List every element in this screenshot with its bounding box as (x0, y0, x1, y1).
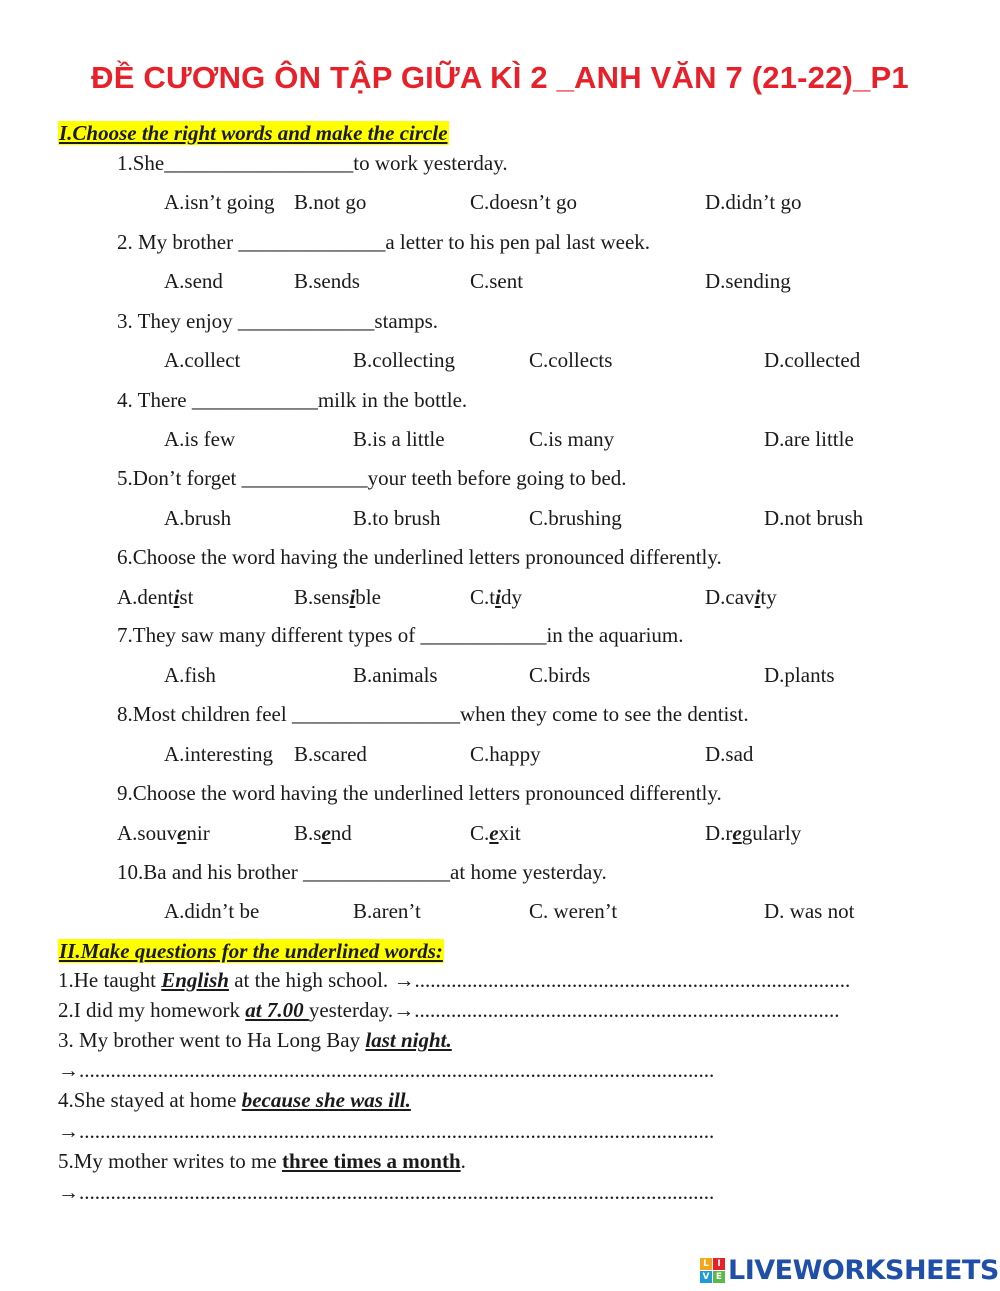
section-2-heading: II.Make questions for the underlined words: (59, 939, 443, 963)
answer-option-c[interactable]: C. weren’t (529, 899, 618, 923)
answer-option-c[interactable]: C.collects (529, 348, 613, 372)
question-stem: 10.Ba and his brother ______________at home yesterday. (117, 860, 607, 884)
arrow-icon: → (58, 1119, 79, 1143)
question-stem: 1.She__________________to work yesterday. (117, 151, 508, 175)
answer-option-b[interactable]: B.sensible (294, 585, 381, 609)
answer-option-a[interactable]: A.didn’t be (164, 899, 260, 923)
answer-option-c[interactable]: C.happy (470, 742, 541, 766)
answer-option-a[interactable]: A.souvenir (117, 821, 210, 845)
logo-square: I (713, 1258, 725, 1270)
answer-option-d[interactable]: D.are little (764, 427, 854, 451)
logo-square: V (700, 1271, 712, 1283)
q2-answer-4 (58, 1119, 714, 1143)
answer-option-a[interactable]: A.isn’t going (164, 190, 275, 214)
answer-option-b[interactable]: B.animals (353, 663, 438, 687)
logo-square: L (700, 1258, 712, 1270)
liveworksheets-logo (700, 1255, 999, 1285)
question-stem: 9.Choose the word having the underlined letters pronounced differently. (117, 781, 722, 805)
q2-item-4: 4.She stayed at home because she was ill. (58, 1088, 411, 1112)
answer-option-a[interactable]: A.collect (164, 348, 241, 372)
answer-line-1[interactable]: ................................................................................... (414, 968, 851, 992)
answer-option-c[interactable]: C.tidy (470, 585, 522, 609)
question-stem: 5.Don’t forget ____________your teeth before going to bed. (117, 466, 627, 490)
q2-answer-5 (58, 1180, 714, 1204)
answer-option-c[interactable]: C.doesn’t go (470, 190, 577, 214)
logo-square: E (713, 1271, 725, 1283)
answer-option-c[interactable]: C.sent (470, 269, 524, 293)
question-stem: 8.Most children feel ________________when they come to see the dentist. (117, 702, 749, 726)
question-stem: 6.Choose the word having the underlined letters pronounced differently. (117, 545, 722, 569)
answer-option-b[interactable]: B.send (294, 821, 352, 845)
arrow-icon: → (393, 968, 415, 992)
answer-option-d[interactable]: D.not brush (764, 506, 864, 530)
answer-option-c[interactable]: C.exit (470, 821, 521, 845)
q2-item-1: 1.He taught English at the high school. →................................................................................... (58, 968, 851, 992)
answer-option-a[interactable]: A.dentist (117, 585, 194, 609)
answer-line-4[interactable]: ......................................................................................................................... (79, 1119, 715, 1143)
answer-option-a[interactable]: A.is few (164, 427, 236, 451)
arrow-icon: → (58, 1058, 79, 1082)
q2-item-3: 3. My brother went to Ha Long Bay last night. (58, 1028, 452, 1052)
answer-option-d[interactable]: D. was not (764, 899, 855, 923)
answer-option-d[interactable]: D.plants (764, 663, 835, 687)
answer-option-c[interactable]: C.is many (529, 427, 615, 451)
logo-mark-icon (700, 1258, 725, 1283)
section-1-heading: I.Choose the right words and make the circle (59, 121, 448, 145)
answer-option-a[interactable]: A.interesting (164, 742, 274, 766)
question-stem: 7.They saw many different types of ____________in the aquarium. (117, 623, 684, 647)
q2-item-2: 2.I did my homework at 7.00 yesterday.→................................................................................. (58, 998, 840, 1022)
answer-option-c[interactable]: C.birds (529, 663, 591, 687)
answer-option-c[interactable]: C.brushing (529, 506, 622, 530)
answer-option-d[interactable]: D.regularly (705, 821, 802, 845)
q2-answer-3 (58, 1058, 714, 1082)
answer-option-b[interactable]: B.scared (294, 742, 367, 766)
answer-line-3[interactable]: ......................................................................................................................... (79, 1058, 715, 1082)
brand-name: LIVEWORKSHEETS (728, 1254, 999, 1286)
answer-option-b[interactable]: B.collecting (353, 348, 456, 372)
question-stem: 4. There ____________milk in the bottle. (117, 388, 468, 412)
answer-option-d[interactable]: D.sending (705, 269, 791, 293)
page-title: ĐỀ CƯƠNG ÔN TẬP GIỮA KÌ 2 _ANH VĂN 7 (21-22)_P1 (91, 60, 909, 95)
answer-option-a[interactable]: A.send (164, 269, 223, 293)
question-stem: 2. My brother ______________a letter to his pen pal last week. (117, 230, 651, 254)
answer-option-b[interactable]: B.sends (294, 269, 360, 293)
question-stem: 3. They enjoy _____________stamps. (117, 309, 439, 333)
answer-option-d[interactable]: D.didn’t go (705, 190, 802, 214)
answer-option-d[interactable]: D.collected (764, 348, 861, 372)
answer-option-b[interactable]: B.to brush (353, 506, 441, 530)
answer-line-5[interactable]: ......................................................................................................................... (79, 1180, 715, 1204)
answer-option-d[interactable]: D.cavity (705, 585, 777, 609)
answer-option-b[interactable]: B.aren’t (353, 899, 421, 923)
answer-option-d[interactable]: D.sad (705, 742, 754, 766)
answer-option-b[interactable]: B.not go (294, 190, 367, 214)
arrow-icon: → (58, 1180, 79, 1204)
answer-option-b[interactable]: B.is a little (353, 427, 445, 451)
answer-option-a[interactable]: A.brush (164, 506, 232, 530)
q2-item-5: 5.My mother writes to me three times a month. (58, 1149, 466, 1173)
arrow-icon: → (393, 998, 415, 1022)
answer-option-a[interactable]: A.fish (164, 663, 216, 687)
answer-line-2[interactable]: ................................................................................. (414, 998, 840, 1022)
